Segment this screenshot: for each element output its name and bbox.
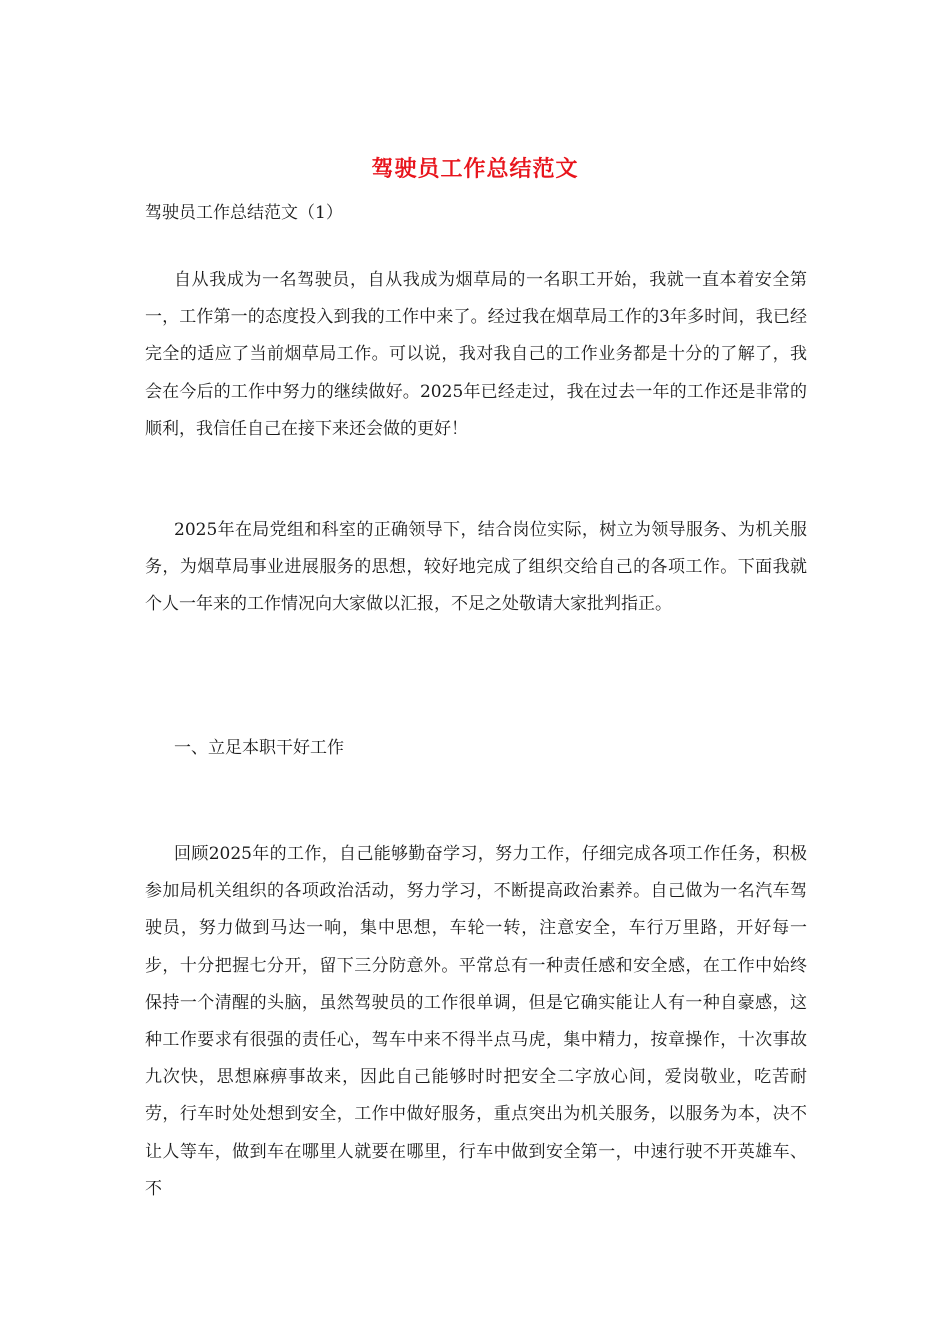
document-subtitle: 驾驶员工作总结范文（1） [145,203,343,223]
section-heading: 一、立足本职干好工作 [174,738,344,758]
paragraph-overview: 2025年在局党组和科室的正确领导下，结合岗位实际，树立为领导服务、为机关服务，为烟草局事业进展服务的思想，较好地完成了组织交给自己的各项工作。下面我就个人一年来的工作情况向大家做以汇报，不足之处敬请大家批判指正。 [145,520,807,615]
document-title: 驾驶员工作总结范文 [371,156,579,182]
paragraph-intro: 自从我成为一名驾驶员，自从我成为烟草局的一名职工开始，我就一直本着安全第一，工作第一的态度投入到我的工作中来了。经过我在烟草局工作的3年多时间，我已经完全的适应了当前烟草局工作。可以说，我对我自己的工作业务都是十分的了解了，我会在今后的工作中努力的继续做好。2025年已经走过，我在过去一年的工作还是非常的顺利，我信任自己在接下来还会做的更好！ [145,270,807,439]
paragraph-review: 回顾2025年的工作，自己能够勤奋学习，努力工作，仔细完成各项工作任务，积极参加局机关组织的各项政治活动，努力学习，不断提高政治素养。自己做为一名汽车驾驶员，努力做到马达一响，集中思想，车轮一转，注意安全，车行万里路，开好每一步，十分把握七分开，留下三分防意外。平常总有一种责任感和安全感，在工作中始终保持一个清醒的头脑，虽然驾驶员的工作很单调，但是它确实能让人有一种自豪感，这种工作要求有很强的责任心，驾车中来不得半点马虎，集中精力，按章操作，十次事故九次快，思想麻痹事故来，因此自己能够时时把安全二字放心间，爱岗敬业，吃苦耐劳，行车时处处想到安全，工作中做好服务，重点突出为机关服务，以服务为本，决不让人等车，做到车在哪里人就要在哪里，行车中做到安全第一，中速行驶不开英雄车、不 [145,844,807,1199]
